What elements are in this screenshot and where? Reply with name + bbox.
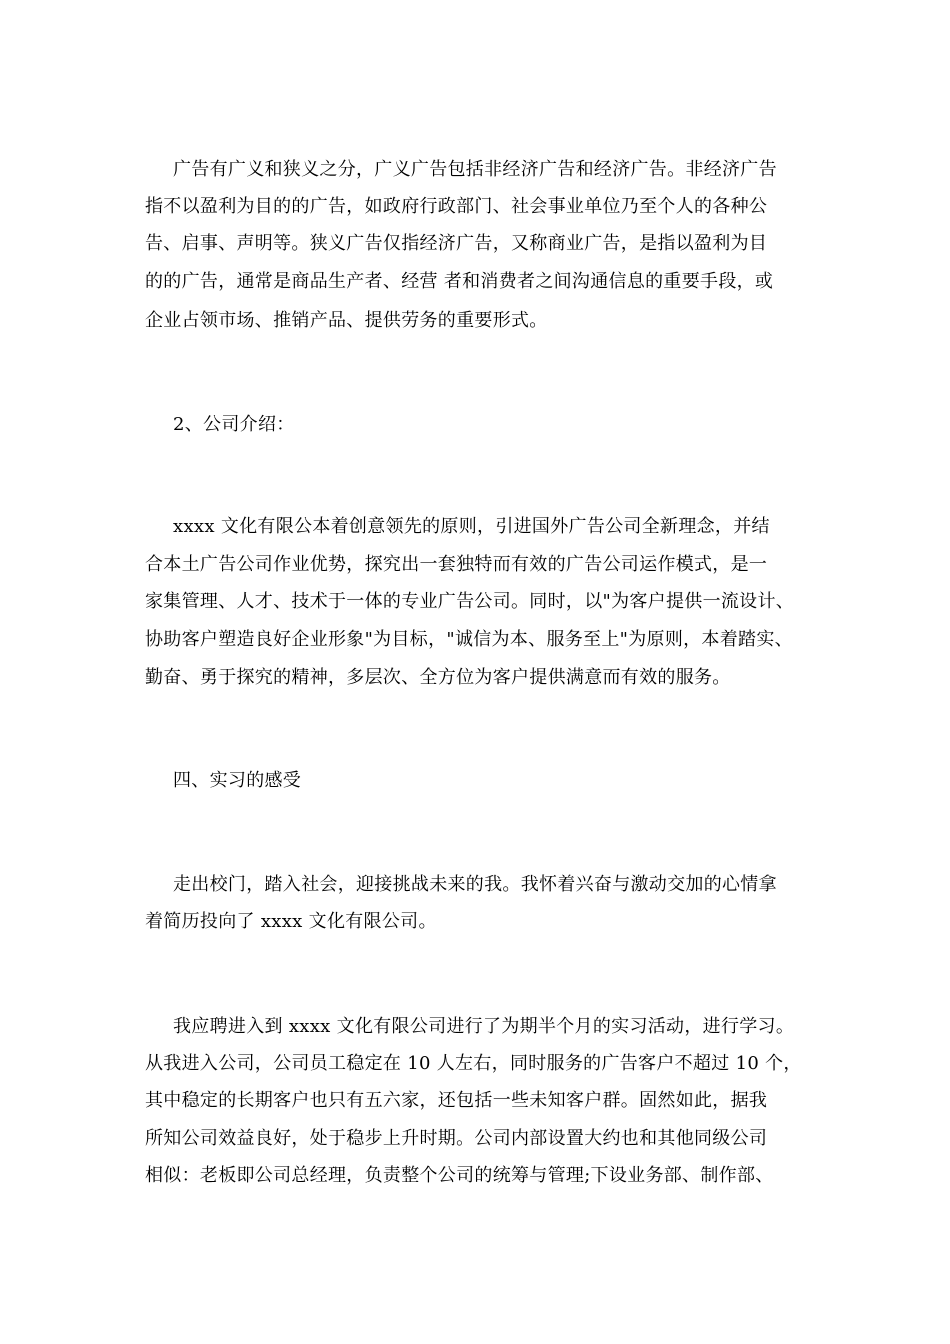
paragraph-1-line-4: 的的广告，通常是商品生产者、经营 者和消费者之间沟通信息的重要手段，或 bbox=[145, 271, 774, 292]
paragraph-4-line-1: 我应聘进入到 xxxx 文化有限公司进行了为期半个月的实习活动，进行学习。 bbox=[173, 1016, 795, 1037]
paragraph-1-line-5: 企业占领市场、推销产品、提供劳务的重要形式。 bbox=[145, 310, 548, 331]
paragraph-4-line-2: 从我进入公司，公司员工稳定在 10 人左右，同时服务的广告客户不超过 10 个， bbox=[145, 1053, 802, 1074]
paragraph-4-line-4: 所知公司效益良好，处于稳步上升时期。公司内部设置大约也和其他同级公司 bbox=[145, 1128, 768, 1149]
section-heading-company-intro: 2、公司介绍： bbox=[173, 414, 295, 435]
paragraph-2-line-3: 家集管理、人才、技术于一体的专业广告公司。同时，以"为客户提供一流设计、 bbox=[145, 591, 795, 612]
paragraph-4-line-5: 相似：老板即公司总经理，负责整个公司的统筹与管理;下设业务部、制作部、 bbox=[145, 1165, 774, 1186]
paragraph-4-line-3: 其中稳定的长期客户也只有五六家，还包括一些未知客户群。固然如此，据我 bbox=[145, 1090, 768, 1111]
section-heading-internship-feelings: 四、实习的感受 bbox=[173, 770, 302, 791]
paragraph-2-line-5: 勤奋、勇于探究的精神，多层次、全方位为客户提供满意而有效的服务。 bbox=[145, 667, 731, 688]
paragraph-2-line-4: 协助客户塑造良好企业形象"为目标，"诚信为本、服务至上"为原则，本着踏实、 bbox=[145, 629, 793, 650]
paragraph-3-line-1: 走出校门，踏入社会，迎接挑战未来的我。我怀着兴奋与激动交加的心情拿 bbox=[173, 874, 777, 895]
paragraph-2-line-2: 合本土广告公司作业优势，探究出一套独特而有效的广告公司运作模式，是一 bbox=[145, 554, 768, 575]
paragraph-1-line-1: 广告有广义和狭义之分，广义广告包括非经济广告和经济广告。非经济广告 bbox=[173, 159, 777, 180]
paragraph-1-line-3: 告、启事、声明等。狭义广告仅指经济广告，又称商业广告，是指以盈利为目 bbox=[145, 233, 768, 254]
paragraph-2-line-1: xxxx 文化有限公本着创意领先的原则，引进国外广告公司全新理念，并结 bbox=[173, 516, 770, 537]
paragraph-3-line-2: 着简历投向了 xxxx 文化有限公司。 bbox=[145, 911, 437, 932]
paragraph-1-line-2: 指不以盈利为目的的广告，如政府行政部门、社会事业单位乃至个人的各种公 bbox=[145, 196, 768, 217]
